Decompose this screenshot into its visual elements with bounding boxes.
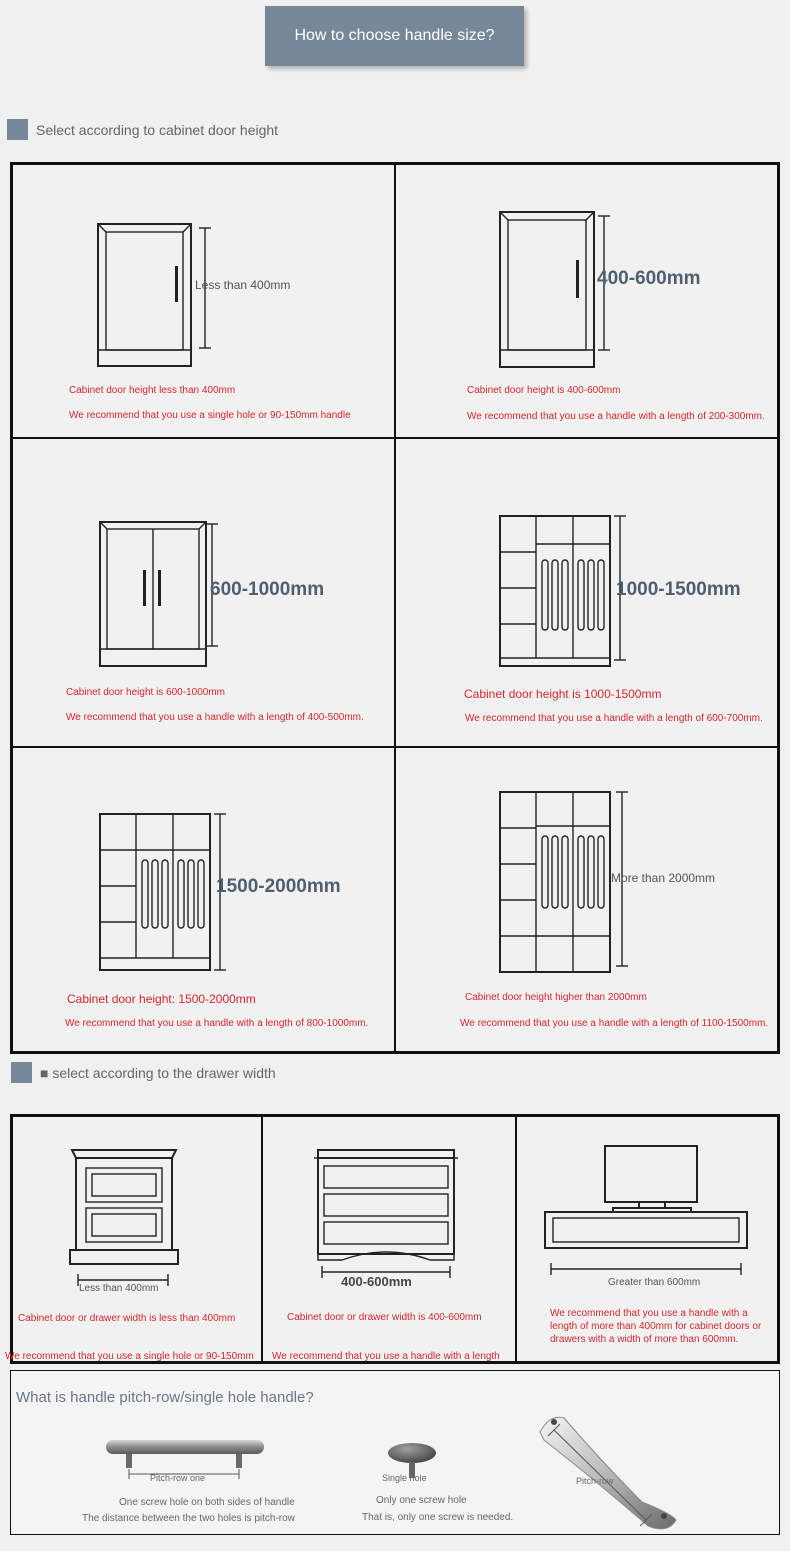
- width-3-rec-line-1: We recommend that you use a handle with a: [550, 1308, 748, 1319]
- page-title-banner: [265, 6, 524, 66]
- tv-cabinet-icon: [543, 1144, 753, 1284]
- height-6-recommendation: We recommend that you use a handle with a length of 1100-1500mm.: [460, 1018, 769, 1029]
- height-5-recommendation: We recommend that you use a handle with a length of 800-1000mm.: [65, 1018, 369, 1029]
- nightstand-icon: [68, 1148, 188, 1298]
- curved-handle-label: Pitch-row: [576, 1476, 614, 1486]
- width-2-dimension: 400-600mm: [341, 1274, 412, 1289]
- section-marker-icon: [7, 119, 28, 140]
- height-5-dimension: 1500-2000mm: [216, 876, 341, 897]
- height-2-recommendation: We recommend that you use a handle with a length of 200-300mm.: [467, 411, 765, 422]
- width-1-dimension: Less than 400mm: [79, 1283, 159, 1294]
- knob-handle-label: Single hole: [382, 1473, 427, 1483]
- curved-handle-icon: [530, 1410, 690, 1535]
- bar-handle-desc-2: The distance between the two holes is pitch-row: [82, 1513, 295, 1524]
- height-3-caption: Cabinet door height is 600-1000mm: [66, 687, 225, 698]
- section-heading-width: [11, 1062, 276, 1083]
- bar-handle-label: Pitch-row one: [150, 1473, 206, 1483]
- single-door-cabinet-tall-icon: [498, 210, 618, 370]
- width-3-rec-line-2: length of more than 400mm for cabinet doors or: [550, 1321, 762, 1332]
- height-4-recommendation: We recommend that you use a handle with a length of 600-700mm.: [465, 713, 763, 724]
- double-door-cabinet-icon: [98, 520, 218, 670]
- section-title-width: ■ select according to the drawer width: [40, 1064, 276, 1081]
- wardrobe-tall-cabinet-icon: [98, 812, 233, 972]
- section-marker-icon: [11, 1062, 32, 1083]
- wardrobe-cabinet-icon: [498, 514, 633, 670]
- height-2-caption: Cabinet door height is 400-600mm: [467, 385, 621, 396]
- height-2-dimension: 400-600mm: [597, 268, 701, 289]
- width-3-rec-line-3: drawers with a width of more than 600mm.: [550, 1334, 739, 1345]
- knob-handle-desc-2: That is, only one screw is needed.: [362, 1512, 514, 1523]
- width-3-dimension: Greater than 600mm: [608, 1277, 701, 1288]
- section-heading-height: [7, 119, 278, 140]
- height-3-recommendation: We recommend that you use a handle with a length of 400-500mm.: [66, 712, 364, 723]
- height-6-dimension: More than 2000mm: [611, 871, 716, 885]
- height-1-dimension: Less than 400mm: [195, 278, 291, 292]
- knob-handle-desc-1: Only one screw hole: [376, 1495, 467, 1506]
- pitch-title: What is handle pitch-row/single hole handle?: [16, 1389, 314, 1406]
- height-3-dimension: 600-1000mm: [210, 579, 325, 600]
- height-4-caption: Cabinet door height is 1000-1500mm: [464, 687, 662, 701]
- width-2-caption: Cabinet door or drawer width is 400-600mm: [287, 1312, 482, 1323]
- height-6-caption: Cabinet door height higher than 2000mm: [465, 992, 647, 1003]
- single-door-cabinet-icon: [95, 222, 215, 370]
- page-title: How to choose handle size?: [294, 27, 495, 44]
- height-4-dimension: 1000-1500mm: [616, 579, 741, 600]
- bar-handle-desc-1: One screw hole on both sides of handle: [119, 1497, 295, 1508]
- height-1-caption: Cabinet door height less than 400mm: [69, 385, 236, 396]
- width-1-recommendation: We recommend that you use a single hole or 90-150mm: [5, 1351, 254, 1362]
- section-title-height: Select according to cabinet door height: [36, 121, 279, 138]
- height-5-caption: Cabinet door height: 1500-2000mm: [67, 992, 256, 1006]
- height-1-recommendation: We recommend that you use a single hole or 90-150mm handle: [69, 410, 351, 421]
- width-2-recommendation: We recommend that you use a handle with a length: [272, 1351, 500, 1362]
- width-1-caption: Cabinet door or drawer width is less than 400mm: [18, 1313, 236, 1324]
